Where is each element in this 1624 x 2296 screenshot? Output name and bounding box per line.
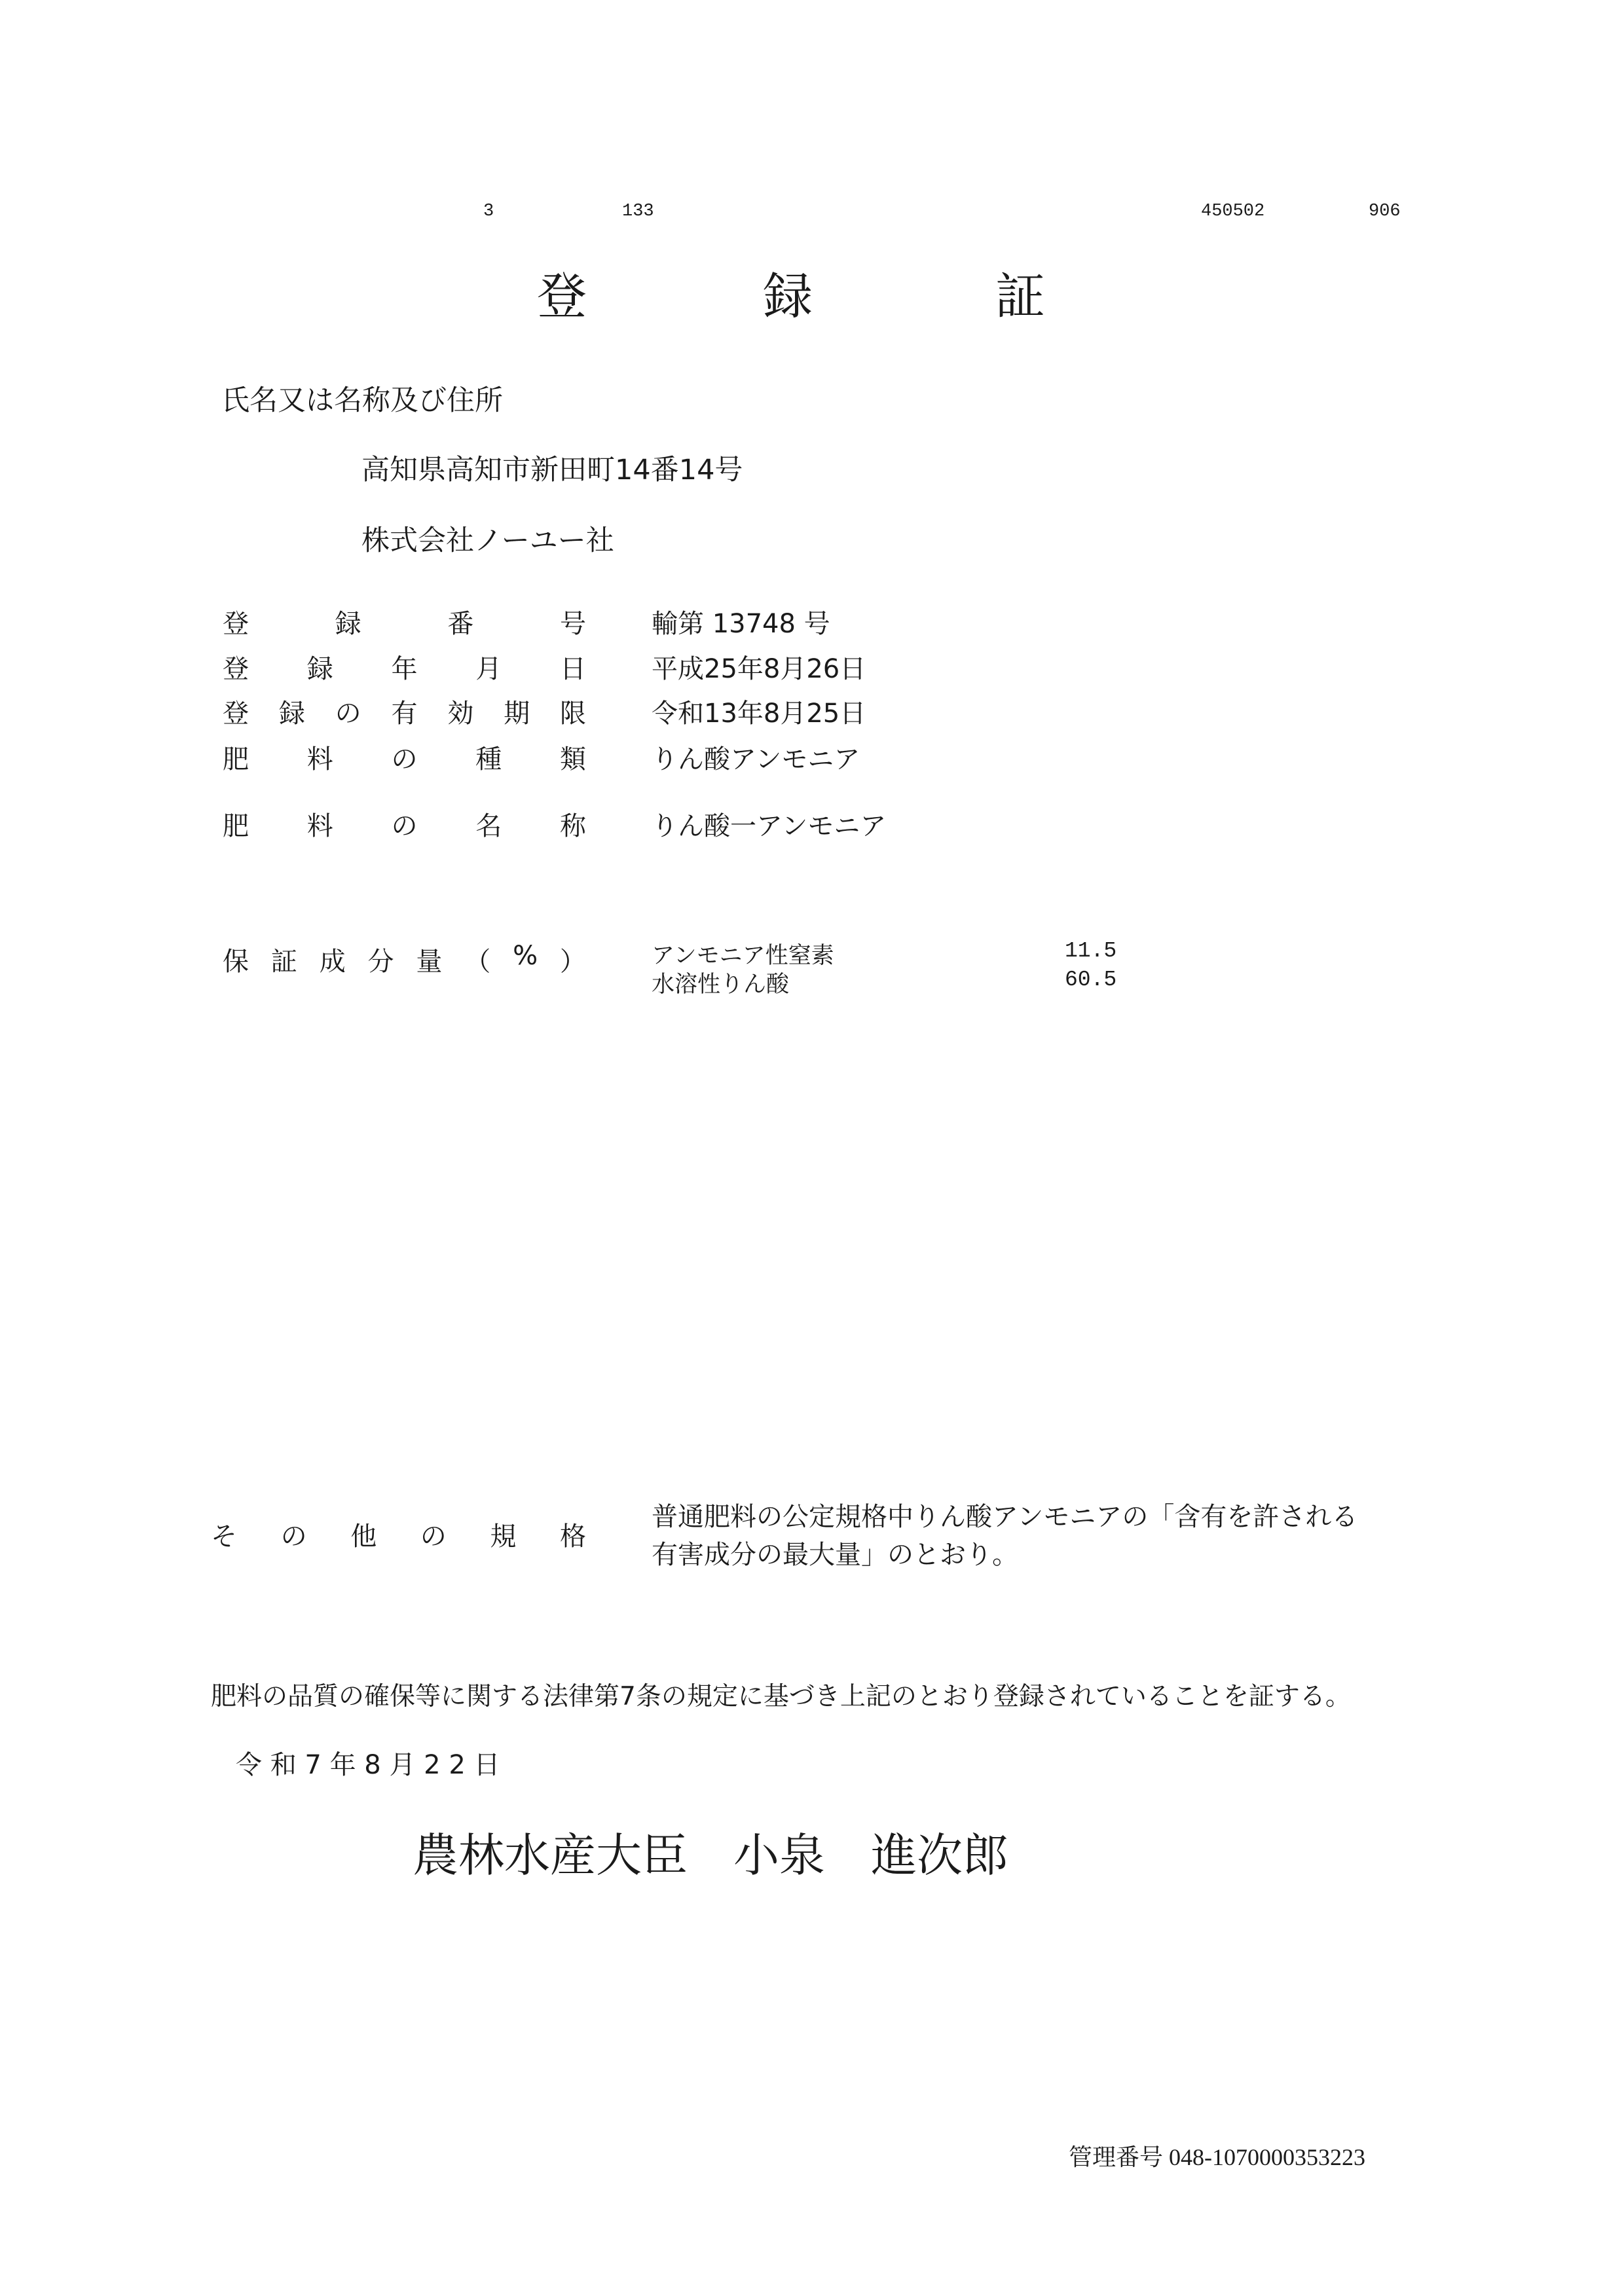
guarantee-label: 保 証 成 分 量 （ % ）	[223, 941, 586, 977]
field-label-registration-number: 登 録 番 号	[223, 609, 586, 639]
holder-label: 氏名又は名称及び住所	[221, 384, 503, 417]
title-char: 登	[537, 267, 587, 325]
header-number-1: 3	[483, 202, 494, 221]
header-number-4: 906	[1369, 202, 1401, 221]
component-name: 水溶性りん酸	[652, 972, 790, 998]
holder-address: 高知県高知市新田町14番14号	[361, 454, 743, 486]
signatory: 農林水産大臣 小泉 進次郎	[413, 1829, 1008, 1882]
component-value: 11.5	[1065, 939, 1117, 963]
field-label-validity: 登 録 の 有 効 期 限	[223, 699, 586, 729]
header-number-3: 450502	[1201, 202, 1265, 221]
certification-date: 令 和 7 年 8 月 2 2 日	[236, 1750, 500, 1780]
header-number-2: 133	[622, 202, 654, 221]
component-name: アンモニア性窒素	[652, 943, 834, 969]
other-standards-line-2: 有害成分の最大量」のとおり。	[652, 1540, 1018, 1570]
field-label-fertilizer-type: 肥 料 の 種 類	[223, 744, 586, 774]
field-label-registration-date: 登 録 年 月 日	[223, 654, 586, 684]
field-value-registration-date: 平成25年8月26日	[652, 654, 866, 684]
field-value-fertilizer-type: りん酸アンモニア	[652, 744, 860, 774]
certification-statement: 肥料の品質の確保等に関する法律第7条の規定に基づき上記のとおり登録されていることを証する。	[211, 1682, 1351, 1711]
field-value-validity: 令和13年8月25日	[652, 699, 866, 729]
other-standards-label: そ の 他 の 規 格	[211, 1522, 586, 1552]
component-value: 60.5	[1065, 968, 1117, 992]
title-char: 録	[763, 267, 813, 325]
field-value-registration-number: 輸第 13748 号	[652, 609, 830, 639]
other-standards-line-1: 普通肥料の公定規格中りん酸アンモニアの「含有を許される	[652, 1502, 1358, 1532]
title-char: 証	[995, 267, 1045, 325]
field-value-fertilizer-name: りん酸一アンモニア	[652, 811, 887, 841]
field-label-fertilizer-name: 肥 料 の 名 称	[223, 811, 586, 841]
holder-name: 株式会社ノーユー社	[361, 524, 614, 557]
control-number: 管理番号 048-1070000353223	[1069, 2144, 1365, 2170]
